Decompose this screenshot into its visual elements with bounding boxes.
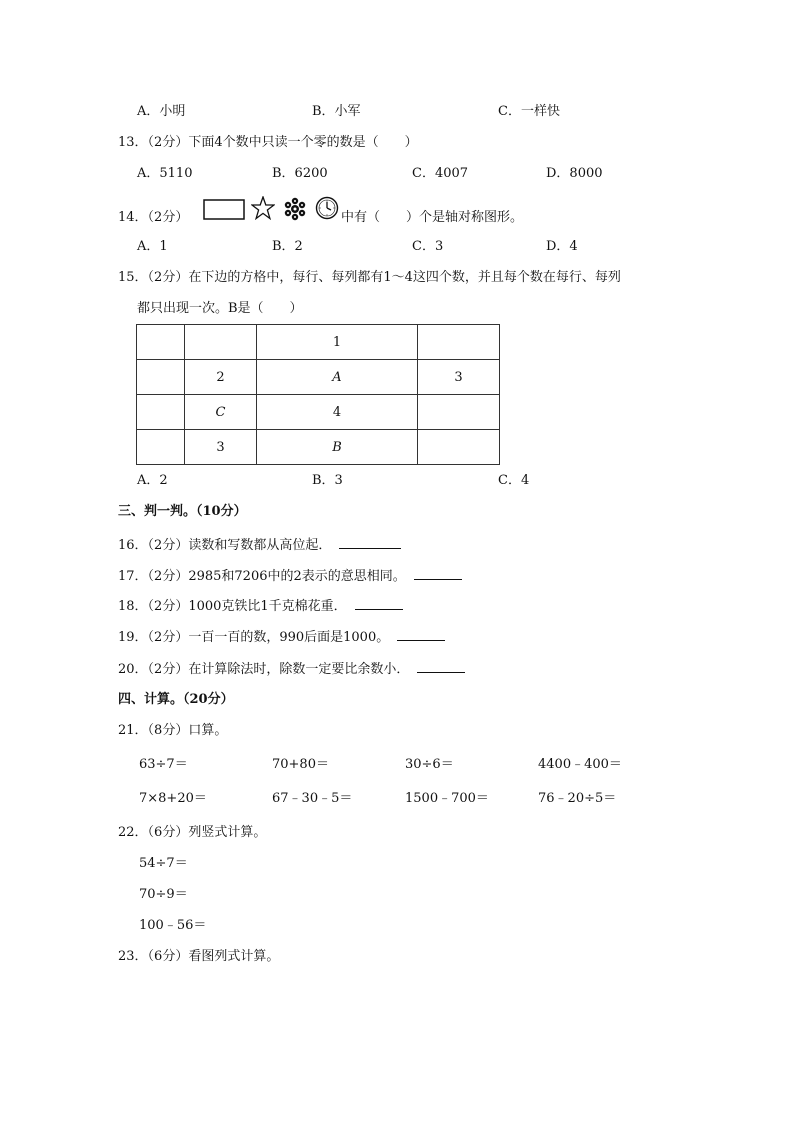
q22-item: 100﹣56＝ bbox=[139, 918, 207, 933]
grid-cell: 2 bbox=[185, 360, 257, 395]
grid-row bbox=[137, 360, 500, 395]
q15-stem-line2: 都只出现一次。B是（ ） bbox=[137, 301, 303, 316]
q21-item: 67﹣30﹣5＝ bbox=[272, 791, 353, 806]
grid-cell bbox=[137, 430, 185, 465]
q17-text: 17．（2分）2985和7206中的2表示的意思相同。 bbox=[118, 569, 406, 584]
q20-line bbox=[118, 660, 465, 679]
grid-cell bbox=[185, 325, 257, 360]
q16-line bbox=[118, 536, 401, 555]
q12-option-b: B．小军 bbox=[312, 104, 361, 119]
q21-stem: 21．（8分）口算。 bbox=[118, 723, 228, 738]
grid-cell bbox=[137, 360, 185, 395]
q15-option-c: C．4 bbox=[498, 473, 530, 488]
q19-text: 19．（2分）一百一百的数，990后面是1000。 bbox=[118, 630, 390, 645]
grid-cell bbox=[418, 395, 500, 430]
q16-text: 16．（2分）读数和写数都从高位起． bbox=[118, 538, 332, 553]
snowflake-icon bbox=[283, 197, 307, 221]
answer-blank[interactable] bbox=[397, 628, 445, 641]
q23-stem: 23．（6分）看图列式计算。 bbox=[118, 949, 280, 964]
q14-option-c: C．3 bbox=[412, 239, 444, 254]
q14-prefix: 14．（2分） bbox=[118, 210, 189, 225]
q14-option-a: A．1 bbox=[137, 239, 168, 254]
answer-blank[interactable] bbox=[417, 660, 465, 673]
q21-item: 63÷7＝ bbox=[139, 757, 188, 772]
q14-suffix: 中有（ ）个是轴对称图形。 bbox=[341, 210, 524, 225]
q21-item: 7×8+20＝ bbox=[139, 791, 207, 806]
star-icon bbox=[251, 196, 275, 220]
grid-cell: B bbox=[257, 430, 418, 465]
q21-item: 76﹣20÷5＝ bbox=[538, 791, 617, 806]
grid-row bbox=[137, 430, 500, 465]
q12-option-c: C．一样快 bbox=[498, 104, 560, 119]
q15-option-a: A．2 bbox=[137, 473, 168, 488]
q13-option-d: D．8000 bbox=[546, 166, 603, 181]
section-3-heading: 三、判一判。（10分） bbox=[118, 504, 247, 519]
rectangle-icon bbox=[203, 199, 245, 221]
q13-option-b: B．6200 bbox=[272, 166, 328, 181]
q18-line bbox=[118, 597, 403, 616]
q20-text: 20．（2分）在计算除法时，除数一定要比余数小． bbox=[118, 662, 410, 677]
q22-item: 70÷9＝ bbox=[139, 887, 188, 902]
grid-cell bbox=[137, 395, 185, 430]
grid-cell bbox=[418, 325, 500, 360]
q21-item: 70+80＝ bbox=[272, 757, 329, 772]
grid-cell bbox=[418, 430, 500, 465]
q12-option-a: A．小明 bbox=[137, 104, 186, 119]
q13-option-a: A．5110 bbox=[137, 166, 193, 181]
grid-cell bbox=[137, 325, 185, 360]
clock-icon bbox=[315, 196, 339, 220]
answer-blank[interactable] bbox=[355, 597, 403, 610]
q21-item: 4400﹣400＝ bbox=[538, 757, 622, 772]
grid-row bbox=[137, 325, 500, 360]
grid-cell: 1 bbox=[257, 325, 418, 360]
section-4-heading: 四、计算。（20分） bbox=[118, 692, 234, 707]
q15-stem-line1: 15．（2分）在下边的方格中，每行、每列都有1～4这四个数，并且每个数在每行、每列 bbox=[118, 270, 621, 285]
q22-item: 54÷7＝ bbox=[139, 856, 188, 871]
q17-line bbox=[118, 567, 462, 586]
answer-blank[interactable] bbox=[414, 567, 462, 580]
latin-square-grid bbox=[136, 324, 500, 465]
q21-item: 30÷6＝ bbox=[405, 757, 454, 772]
answer-blank[interactable] bbox=[339, 536, 401, 549]
q19-line bbox=[118, 628, 445, 647]
q18-text: 18．（2分）1000克铁比1千克棉花重． bbox=[118, 599, 347, 614]
grid-cell: 4 bbox=[257, 395, 418, 430]
q22-stem: 22．（6分）列竖式计算。 bbox=[118, 825, 267, 840]
grid-cell: 3 bbox=[418, 360, 500, 395]
grid-cell: A bbox=[257, 360, 418, 395]
grid-cell: 3 bbox=[185, 430, 257, 465]
q21-item: 1500﹣700＝ bbox=[405, 791, 489, 806]
q13-stem: 13．（2分）下面4个数中只读一个零的数是（ ） bbox=[118, 135, 418, 150]
grid-row bbox=[137, 395, 500, 430]
q15-option-b: B．3 bbox=[312, 473, 343, 488]
q14-option-b: B．2 bbox=[272, 239, 303, 254]
q14-option-d: D．4 bbox=[546, 239, 578, 254]
q13-option-c: C．4007 bbox=[412, 166, 469, 181]
grid-cell: C bbox=[185, 395, 257, 430]
